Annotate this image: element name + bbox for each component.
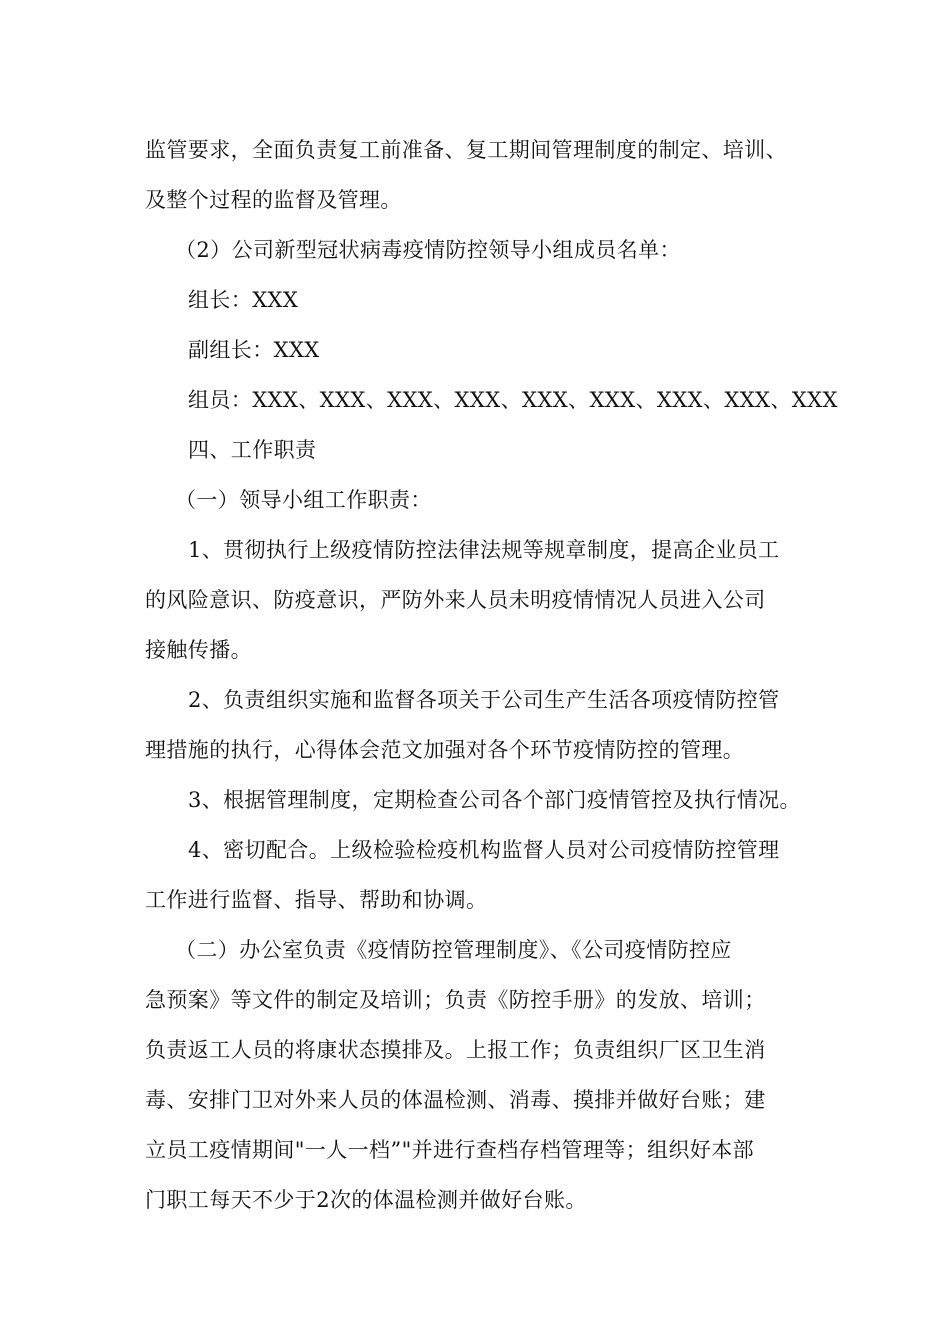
paragraph-line: 的风险意识、防疫意识，严防外来人员未明疫情情况人员进入公司 [145,588,766,612]
paragraph-line: 理措施的执行，心得体会范文加强对各个环节疫情防控的管理。 [145,738,745,762]
paragraph-line: 负责返工人员的将康状态摸排及。上报工作；负责组织厂区卫生消 [145,1038,766,1062]
paragraph-line: 毒、安排门卫对外来人员的体温检测、消毒、摸排并做好台账；建 [145,1088,766,1112]
paragraph-line: 及整个过程的监督及管理。 [145,188,402,212]
subsection-heading: （一）领导小组工作职责： [175,488,432,512]
paragraph-line: 3、根据管理制度，定期检查公司各个部门疫情管控及执行情况。 [188,788,801,812]
paragraph-line: 门职工每天不少于2次的体温检测并做好台账。 [145,1188,587,1212]
paragraph-line: （2）公司新型冠状病毒疫情防控领导小组成员名单： [175,238,681,262]
paragraph-line: （二）办公室负责《疫情防控管理制度》、《公司疫情防控应 [175,938,732,962]
paragraph-line: 工作进行监督、指导、帮助和协调。 [145,888,488,912]
paragraph-line: 1、贯彻执行上级疫情防控法律法规等规章制度，提高企业员工 [188,538,780,562]
paragraph-line: 4、密切配合。上级检验检疫机构监督人员对公司疫情防控管理 [188,838,780,862]
section-heading: 四、工作职责 [188,438,317,462]
paragraph-line: 监管要求，全面负责复工前准备、复工期间管理制度的制定、培训、 [145,138,787,162]
paragraph-line: 接触传播。 [145,638,252,662]
paragraph-line: 立员工疫情期间"一人一档”"并进行查档存档管理等；组织好本部 [145,1138,755,1162]
paragraph-line: 组员：XXX、XXX、XXX、XXX、XXX、XXX、XXX、XXX、XXX [188,388,838,412]
paragraph-line: 组长：XXX [188,288,299,312]
paragraph-line: 急预案》等文件的制定及培训；负责《防控手册》的发放、培训； [145,988,766,1012]
paragraph-line: 2、负责组织实施和监督各项关于公司生产生活各项疫情防控管 [188,688,780,712]
paragraph-line: 副组长：XXX [188,338,320,362]
